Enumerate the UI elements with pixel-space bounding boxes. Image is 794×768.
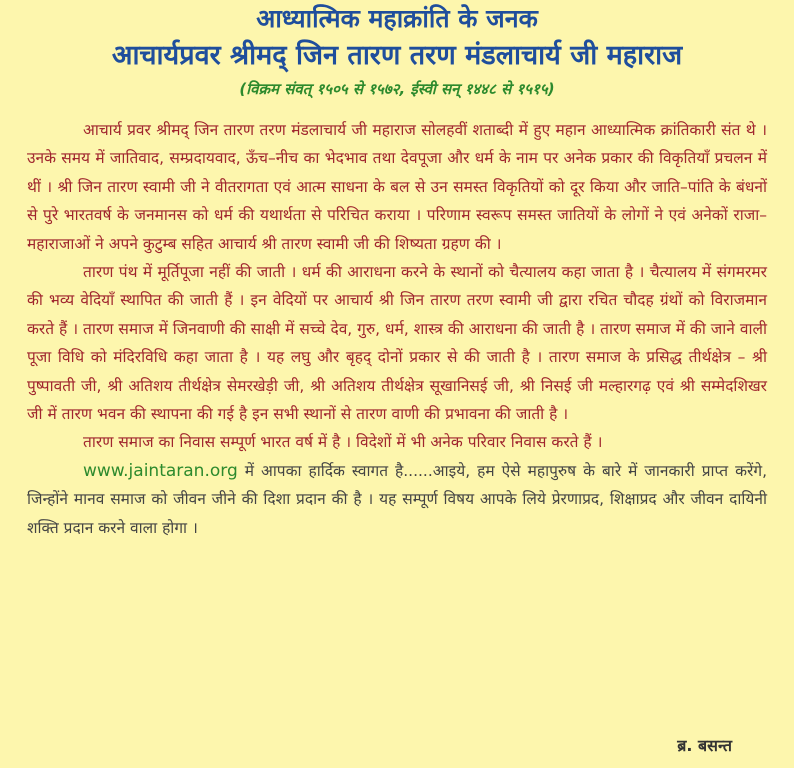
website-link[interactable]: www.jaintaran.org (83, 460, 238, 481)
paragraph-4 (27, 457, 767, 542)
signature: ब्र. बसन्त (677, 736, 732, 755)
page-title: आध्यात्मिक महाक्रांति के जनक (256, 4, 538, 33)
dates-line: (विक्रम संवत् १५०५ से १५७२, ईस्वी सन् १४४८ से १५१५) (239, 80, 555, 98)
body-text (27, 116, 767, 542)
paragraph-1: आचार्य प्रवर श्रीमद् जिन तारण तरण मंडलाचार्य जी महाराज सोलहवीं शताब्दी में हुए महान आध्यात्मिक क्रांतिकारी संत थे । उनके समय में जातिवाद, सम्प्रदायवाद, ऊँच–नीच का भेदभाव तथा देवपूजा और धर्म के नाम पर अनेक प्रकार की विकृतियाँ प्रचलन में थीं । श्री जिन तारण स्वामी जी ने वीतरागता एवं आत्म साधना के बल से उन समस्त विकृतियों को दूर किया और जाति–पांति के बंधनों से पुरे भारतवर्ष के जनमानस को धर्म की यथार्थता से परिचित कराया । परिणाम स्वरूप समस्त जातियों के लोगों ने एवं अनेकों राजा–महाराजाओं ने अपने कुटुम्ब सहित आचार्य श्री तारण स्वामी जी की शिष्यता ग्रहण की । (27, 121, 767, 253)
paragraph-2: तारण पंथ में मूर्तिपूजा नहीं की जाती । धर्म की आराधना करने के स्थानों को चैत्यालय कहा जाता है । चैत्यालय में संगमरमर की भव्य वेदियाँ स्थापित की जाती हैं । इन वेदियों पर आचार्य श्री जिन तारण तरण स्वामी जी द्वारा रचित चौदह ग्रंथों को विराजमान करते हैं । तारण समाज में जिनवाणी की साक्षी में सच्चे देव, गुरु, धर्म, शास्त्र की आराधना की जाती है । तारण समाज में की जाने वाली पूजा विधि को मंदिरविधि कहा जाता है । यह लघु और बृहद् दोनों प्रकार से की जाती है । तारण समाज के प्रसिद्ध तीर्थक्षेत्र – श्री पुष्पावती जी, श्री अतिशय तीर्थक्षेत्र सेमरखेड़ी जी, श्री अतिशय तीर्थक्षेत्र सूखानिसई जी, श्री निसई जी मल्हारगढ़ एवं श्री सम्मेदशिखर जी में तारण भवन की स्थापना की गई है इन सभी स्थानों से तारण वाणी की प्रभावना की जाती है । (27, 263, 767, 424)
page-subtitle: आचार्यप्रवर श्रीमद् जिन तारण तरण मंडलाचार्य जी महाराज (111, 40, 683, 71)
paragraph-3: तारण समाज का निवास सम्पूर्ण भारत वर्ष में है । विदेशों में भी अनेक परिवार निवास करते हैं । (83, 433, 603, 452)
paragraph-4-text: में आपका हार्दिक स्वागत है......आइये, हम ऐसे महापुरुष के बारे में जानकारी प्राप्त करेंगे, जिन्होंने मानव समाज को जीवन जीने की दिशा प्रदान की है । यह सम्पूर्ण विषय आपके लिये प्रेरणाप्रद, शिक्षाप्रद और जीवन दायिनी शक्ति प्रदान करने वाला होगा । (27, 461, 767, 537)
